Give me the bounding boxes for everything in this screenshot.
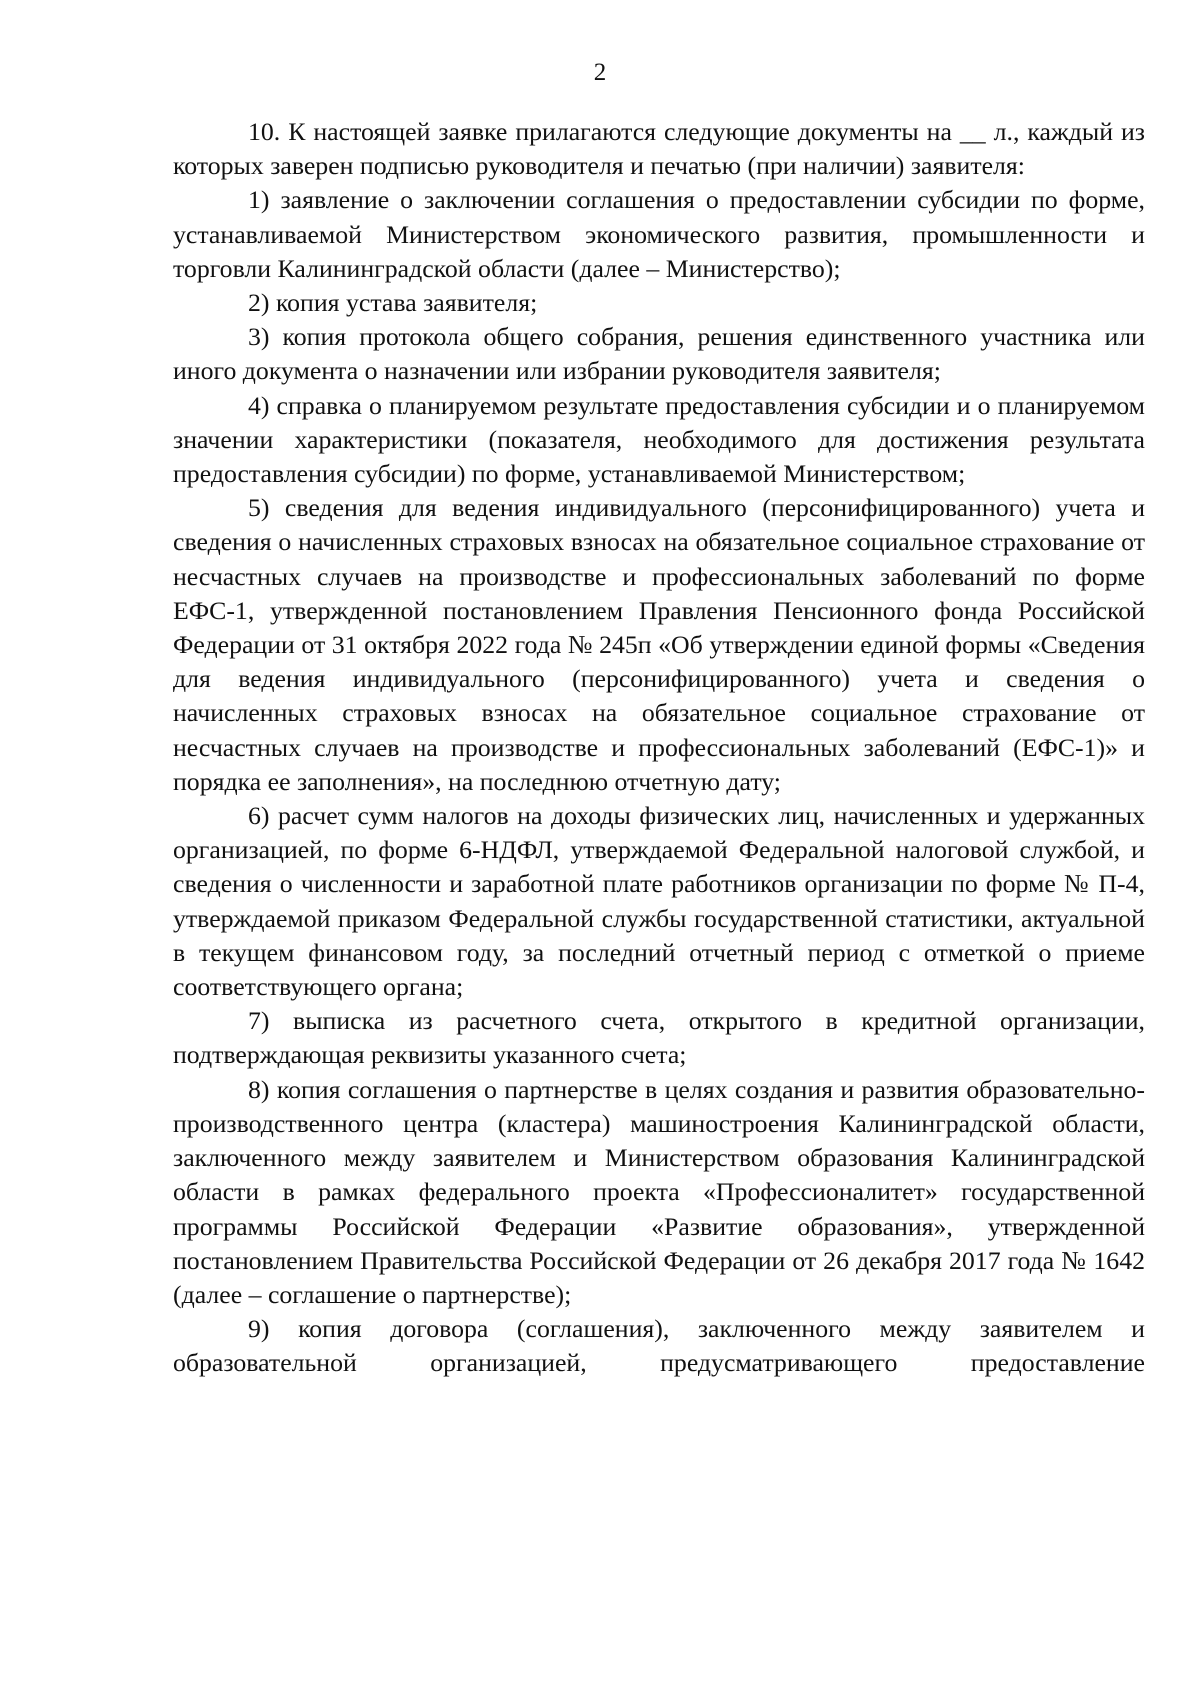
list-item-2: 2) копия устава заявителя; [248, 288, 538, 318]
document-body [173, 115, 1145, 1381]
list-item-3: 3) копия протокола общего собрания, решения единственного участника или иного документа о назначении или избрании руководителя заявителя; [173, 322, 1145, 386]
list-item-7: 7) выписка из расчетного счета, открытого в кредитной организации, подтверждающая реквизиты указанного счета; [173, 1006, 1145, 1070]
list-item-9: 9) копия договора (соглашения), заключенного между заявителем и образовательной организацией, предусматривающего предоставление [173, 1314, 1145, 1378]
list-item-6: 6) расчет сумм налогов на доходы физических лиц, начисленных и удержанных организацией, по форме 6-НДФЛ, утверждаемой Федеральной налоговой службой, и сведения о численности и заработной плате работников организации по форме № П-4, утверждаемой приказом Федеральной службы государственной статистики, актуальной в текущем финансовом году, за последний отчетный период с отметкой о приеме соответствующего органа; [173, 801, 1145, 1002]
list-item-1: 1) заявление о заключении соглашения о предоставлении субсидии по форме, устанавливаемой Министерством экономического развития, промышленности и торговли Калининградской области (далее – Министерство); [173, 185, 1145, 283]
list-item-5: 5) сведения для ведения индивидуального (персонифицированного) учета и сведения о начисленных страховых взносах на обязательное социальное страхование от несчастных случаев на производстве и профессиональных заболеваний по форме ЕФС-1, утвержденной постановлением Правления Пенсионного фонда Российской Федерации от 31 октября 2022 года № 245п «Об утверждении единой формы «Сведения для ведения индивидуального (персонифицированного) учета и сведения о начисленных страховых взносах на обязательное социальное страхование от несчастных случаев на производстве и профессиональных заболеваний (ЕФС-1)» и порядка ее заполнения», на последнюю отчетную дату; [173, 493, 1145, 796]
list-item-8: 8) копия соглашения о партнерстве в целях создания и развития образовательно-производственного центра (кластера) машиностроения Калининградской области, заключенного между заявителем и Министерством образования Калининградской области в рамках федерального проекта «Профессионалитет» государственной программы Российской Федерации «Развитие образования», утвержденной постановлением Правительства Российской Федерации от 26 декабря 2017 года № 1642 (далее – соглашение о партнерстве); [173, 1074, 1145, 1309]
list-item-4: 4) справка о планируемом результате предоставления субсидии и о планируемом значении характеристики (показателя, необходимого для достижения результата предоставления субсидии) по форме, устанавливаемой Министерством; [173, 390, 1145, 489]
paragraph-10-intro: 10. К настоящей заявке прилагаются следующие документы на __ л., каждый из которых заверен подписью руководителя и печатью (при наличии) заявителя: [173, 117, 1145, 181]
page-number: 2 [593, 59, 607, 86]
